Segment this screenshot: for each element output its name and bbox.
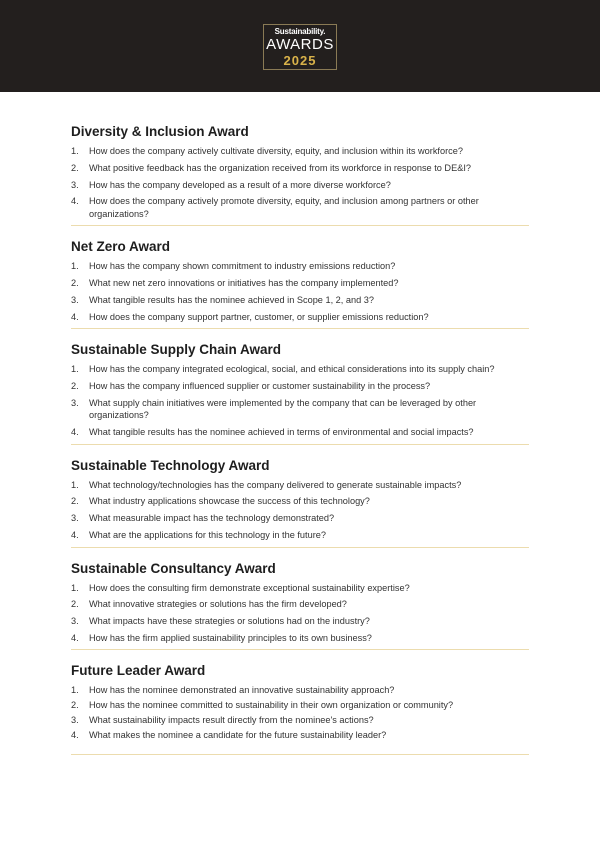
question-text: How has the company influenced supplier or customer sustainability in the process?: [89, 381, 431, 392]
question-number: 2.: [71, 700, 79, 711]
question-item: [71, 162, 529, 175]
question-number: 1.: [71, 479, 79, 490]
question-number: 4.: [71, 530, 79, 541]
logo-awards: AWARDS: [266, 36, 334, 53]
question-item: [71, 479, 529, 492]
question-item: [71, 397, 529, 422]
question-item: [71, 426, 529, 439]
question-item: [71, 615, 529, 628]
question-number: 2.: [71, 278, 79, 289]
section-divider: [71, 649, 529, 650]
question-number: 4.: [71, 632, 79, 643]
question-number: 1.: [71, 146, 79, 156]
question-text: What positive feedback has the organization received from its workforce in response to DE&I?: [89, 162, 471, 173]
award-questions: [71, 124, 529, 755]
award-section: [71, 342, 529, 444]
question-item: [71, 311, 529, 324]
award-section: [71, 239, 529, 329]
question-number: 3.: [71, 616, 79, 627]
awards-logo: [263, 24, 337, 70]
question-number: 2.: [71, 496, 79, 507]
question-item: [71, 512, 529, 525]
header-banner: [0, 0, 600, 92]
question-number: 3.: [71, 397, 79, 408]
question-item: [71, 294, 529, 307]
question-number: 4.: [71, 730, 79, 741]
award-section: [71, 663, 529, 755]
question-item: [71, 714, 529, 727]
question-text: What supply chain initiatives were implemented by the company that can be leveraged by other organizations?: [89, 397, 477, 421]
section-title: Sustainable Supply Chain Award: [71, 342, 282, 358]
question-text: What impacts have these strategies or solutions had on the industry?: [89, 616, 370, 627]
question-item: [71, 179, 529, 192]
section-title: Sustainable Technology Award: [71, 457, 270, 473]
question-item: [71, 684, 529, 697]
question-number: 1.: [71, 582, 79, 593]
question-item: [71, 729, 529, 742]
question-text: How does the company actively cultivate diversity, equity, and inclusion within its workforce?: [89, 146, 463, 156]
question-list: [71, 145, 529, 220]
section-title: Future Leader Award: [71, 663, 206, 679]
question-number: 4.: [71, 427, 79, 438]
question-text: How has the company integrated ecological, social, and ethical considerations into its supply chain?: [89, 364, 495, 375]
question-text: How has the company developed as a result of a more diverse workforce?: [89, 179, 391, 190]
question-text: What new net zero innovations or initiatives has the company implemented?: [89, 278, 399, 289]
question-item: [71, 632, 529, 645]
section-title: Net Zero Award: [71, 239, 171, 255]
question-list: [71, 260, 529, 323]
question-text: What measurable impact has the technology demonstrated?: [89, 513, 335, 524]
section-divider: [71, 328, 529, 329]
question-text: How does the company support partner, customer, or supplier emissions reduction?: [89, 311, 429, 322]
question-text: How has the nominee demonstrated an innovative sustainability approach?: [89, 685, 395, 696]
question-text: How has the company shown commitment to industry emissions reduction?: [89, 261, 396, 272]
question-text: What are the applications for this technology in the future?: [89, 530, 326, 541]
question-text: How has the firm applied sustainability principles to its own business?: [89, 632, 372, 643]
section-title: Sustainable Consultancy Award: [71, 560, 276, 576]
section-title: Diversity & Inclusion Award: [71, 124, 249, 139]
question-list: [71, 363, 529, 438]
question-number: 4.: [71, 196, 79, 207]
question-number: 3.: [71, 513, 79, 524]
question-text: What technology/technologies has the company delivered to generate sustainable impacts?: [89, 479, 462, 490]
question-item: [71, 195, 529, 220]
logo-year: 2025: [283, 53, 317, 68]
question-item: [71, 260, 529, 273]
question-item: [71, 277, 529, 290]
question-number: 2.: [71, 599, 79, 610]
question-item: [71, 495, 529, 508]
award-section: [71, 561, 529, 651]
question-number: 1.: [71, 685, 79, 696]
question-item: [71, 699, 529, 712]
question-item: [71, 145, 529, 158]
question-text: What innovative strategies or solutions has the firm developed?: [89, 599, 347, 610]
section-divider: [71, 754, 529, 755]
section-divider: [71, 547, 529, 548]
question-item: [71, 380, 529, 393]
award-section: [71, 124, 529, 226]
question-text: What makes the nominee a candidate for the future sustainability leader?: [89, 730, 387, 741]
question-item: [71, 363, 529, 376]
question-text: What sustainability impacts result directly from the nominee's actions?: [89, 715, 374, 726]
question-text: What tangible results has the nominee achieved in terms of environmental and social impacts?: [89, 427, 474, 438]
question-text: How has the nominee committed to sustainability in their own organization or community?: [89, 700, 454, 711]
question-item: [71, 529, 529, 542]
section-divider: [71, 444, 529, 445]
question-list: [71, 582, 529, 645]
question-number: 3.: [71, 294, 79, 305]
question-number: 1.: [71, 364, 79, 375]
question-item: [71, 598, 529, 611]
logo-brand: Sustainability.: [264, 27, 336, 36]
question-text: What industry applications showcase the success of this technology?: [89, 496, 370, 507]
question-list: [71, 684, 529, 742]
question-number: 1.: [71, 261, 79, 272]
question-list: [71, 479, 529, 542]
award-section: [71, 458, 529, 548]
question-number: 3.: [71, 715, 79, 726]
question-number: 3.: [71, 179, 79, 190]
question-item: [71, 582, 529, 595]
question-number: 2.: [71, 162, 79, 173]
question-number: 4.: [71, 311, 79, 322]
question-text: How does the consulting firm demonstrate exceptional sustainability expertise?: [89, 582, 410, 593]
section-divider: [71, 225, 529, 226]
question-text: What tangible results has the nominee achieved in Scope 1, 2, and 3?: [89, 294, 374, 305]
question-text: How does the company actively promote diversity, equity, and inclusion among partners or other organizations?: [89, 196, 479, 219]
question-number: 2.: [71, 381, 79, 392]
